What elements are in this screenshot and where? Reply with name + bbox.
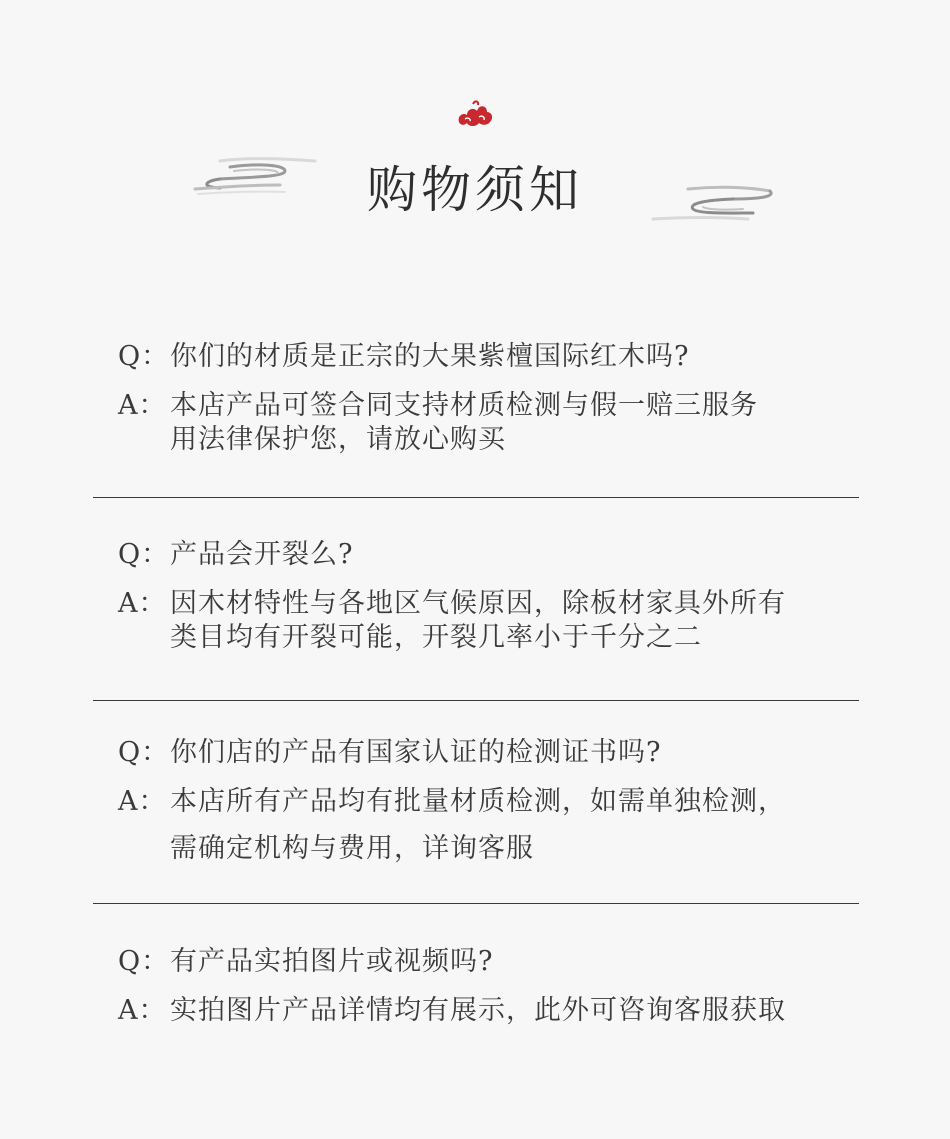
faq-item — [118, 945, 858, 1028]
question-prefix: Q： — [118, 737, 170, 768]
divider — [93, 700, 859, 701]
question-text: 产品会开裂么? — [170, 539, 354, 570]
question-line — [118, 945, 858, 979]
answer-text: 因木材特性与各地区气候原因，除板材家具外所有 — [170, 588, 786, 619]
answer-prefix: A： — [118, 995, 167, 1026]
question-prefix: Q： — [118, 946, 170, 977]
question-line — [118, 340, 858, 374]
red-cloud-icon — [455, 98, 495, 130]
divider — [93, 903, 859, 904]
divider — [93, 497, 859, 498]
question-text: 你们店的产品有国家认证的检测证书吗? — [170, 737, 662, 768]
question-text: 你们的材质是正宗的大果紫檀国际红木吗? — [170, 341, 690, 372]
question-prefix: Q： — [118, 539, 170, 570]
page-title: 购物须知 — [367, 161, 583, 219]
answer-line — [118, 994, 858, 1028]
answer-line — [118, 785, 858, 819]
question-text: 有产品实拍图片或视频吗? — [170, 946, 494, 977]
answer-text-continued: 用法律保护您，请放心购买 — [170, 424, 506, 455]
question-prefix: Q： — [118, 341, 170, 372]
question-line — [118, 736, 858, 770]
answer-prefix: A： — [118, 786, 167, 817]
answer-text: 实拍图片产品详情均有展示，此外可咨询客服获取 — [170, 995, 786, 1026]
question-line — [118, 538, 858, 572]
answer-prefix: A： — [118, 390, 167, 421]
faq-item — [118, 538, 858, 655]
answer-prefix: A： — [118, 588, 167, 619]
header — [0, 0, 950, 260]
answer-text: 本店产品可签合同支持材质检测与假一赔三服务 — [170, 390, 758, 421]
answer-text-continued: 类目均有开裂可能，开裂几率小于千分之二 — [170, 622, 702, 653]
faq-item — [118, 340, 858, 457]
answer-line — [118, 587, 858, 621]
answer-line — [118, 389, 858, 423]
answer-text: 本店所有产品均有批量材质检测，如需单独检测， — [170, 786, 786, 817]
answer-text-continued: 需确定机构与费用，详询客服 — [170, 833, 534, 864]
faq-item — [118, 736, 858, 866]
